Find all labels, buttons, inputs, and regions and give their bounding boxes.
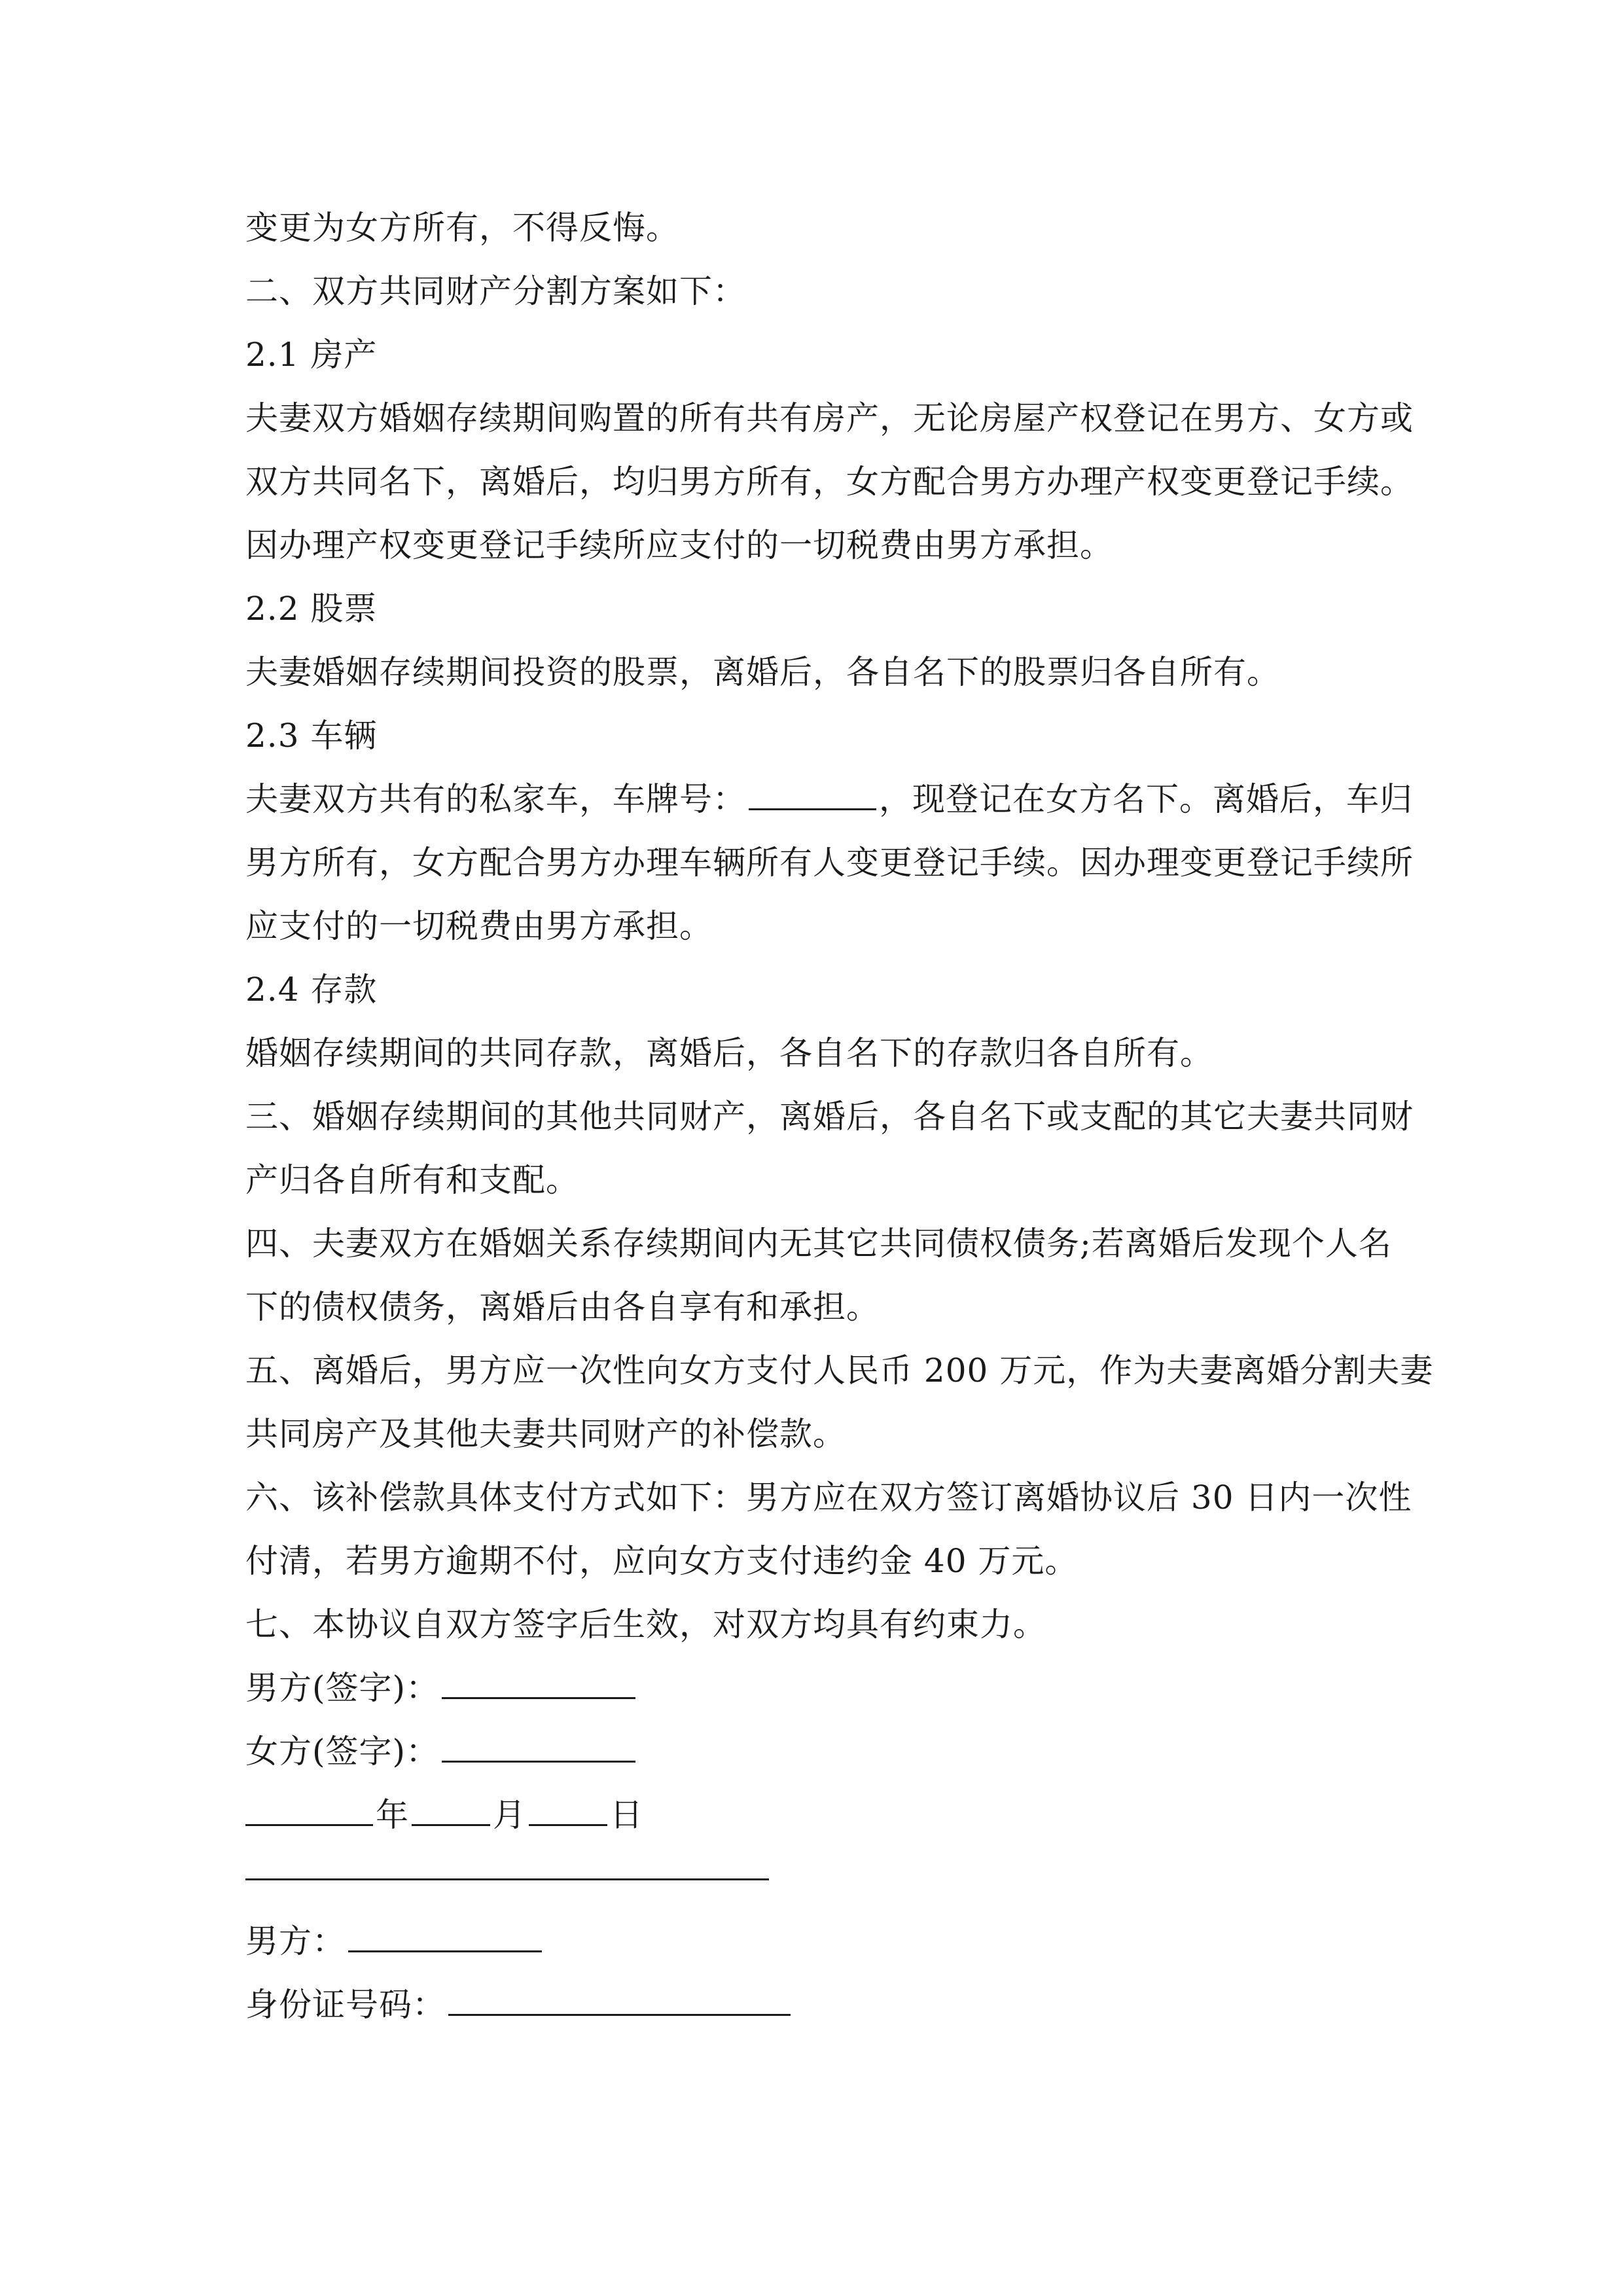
wife-signature-blank[interactable] xyxy=(442,1729,635,1763)
car-line-prefix: 夫妻双方共有的私家车，车牌号： xyxy=(245,780,746,818)
car-plate-blank[interactable] xyxy=(749,777,876,810)
husband-sign-label: 男方(签字)： xyxy=(245,1669,440,1707)
subsection-heading: 2.4 存款 xyxy=(245,971,378,1009)
paragraph-line: 因办理产权变更登记手续所应支付的一切税费由男方承担。 xyxy=(245,526,1113,564)
subsection-heading: 2.3 车辆 xyxy=(245,717,378,755)
paragraph-line: 夫妻双方婚姻存续期间购置的所有共有房产，无论房屋产权登记在男方、女方或 xyxy=(245,399,1414,437)
paragraph-line: 三、婚姻存续期间的其他共同财产，离婚后，各自名下或支配的其它夫妻共同财 xyxy=(245,1098,1414,1136)
car-plate-line xyxy=(245,768,1413,831)
paragraph-line: 男方所有，女方配合男方办理车辆所有人变更登记手续。因办理变更登记手续所 xyxy=(245,844,1414,882)
year-blank[interactable] xyxy=(245,1793,373,1826)
husband-label: 男方： xyxy=(245,1922,346,1960)
id-number-line xyxy=(245,1973,1404,2037)
spacer xyxy=(245,1880,1404,1910)
paragraph-line: 下的债权债务，离婚后由各自享有和承担。 xyxy=(245,1288,880,1326)
year-label: 年 xyxy=(376,1796,409,1834)
paragraph-line: 四、夫妻双方在婚姻关系存续期间内无其它共同债权债务;若离婚后发现个人名 xyxy=(245,1225,1392,1263)
car-line-suffix: ，现登记在女方名下。离婚后，车归 xyxy=(879,780,1413,818)
paragraph-line: 应支付的一切税费由男方承担。 xyxy=(245,907,713,945)
husband-signature-line xyxy=(245,1657,1404,1720)
paragraph-line: 六、该补偿款具体支付方式如下：男方应在双方签订离婚协议后 30 日内一次性 xyxy=(245,1479,1412,1516)
paragraph-line: 五、离婚后，男方应一次性向女方支付人民币 200 万元，作为夫妻离婚分割夫妻 xyxy=(245,1352,1434,1390)
id-label: 身份证号码： xyxy=(245,1986,446,2024)
paragraph-line: 七、本协议自双方签字后生效，对双方均具有约束力。 xyxy=(245,1605,1046,1643)
date-line xyxy=(245,1784,1404,1847)
paragraph-line: 付清，若男方逾期不付，应向女方支付违约金 40 万元。 xyxy=(245,1542,1079,1580)
id-number-blank[interactable] xyxy=(448,1982,791,2016)
month-blank[interactable] xyxy=(412,1793,490,1826)
section-heading: 二、双方共同财产分割方案如下： xyxy=(245,272,746,310)
subsection-heading: 2.2 股票 xyxy=(245,590,378,628)
day-label: 日 xyxy=(610,1796,643,1834)
husband-info-line xyxy=(245,1910,1404,1973)
paragraph-line: 变更为女方所有，不得反悔。 xyxy=(245,209,679,247)
husband-signature-blank[interactable] xyxy=(442,1666,635,1699)
subsection-heading: 2.1 房产 xyxy=(245,336,378,374)
document-body xyxy=(245,196,1434,2037)
paragraph-line: 夫妻婚姻存续期间投资的股票，离婚后，各自名下的股票归各自所有。 xyxy=(245,653,1280,691)
husband-name-blank[interactable] xyxy=(348,1919,542,1952)
paragraph-line: 婚姻存续期间的共同存款，离婚后，各自名下的存款归各自所有。 xyxy=(245,1034,1213,1072)
wife-sign-label: 女方(签字)： xyxy=(245,1732,440,1770)
day-blank[interactable] xyxy=(529,1793,607,1826)
paragraph-line: 产归各自所有和支配。 xyxy=(245,1161,579,1199)
paragraph-line: 共同房产及其他夫妻共同财产的补偿款。 xyxy=(245,1415,846,1453)
wife-signature-line xyxy=(245,1720,1404,1784)
month-label: 月 xyxy=(493,1796,526,1834)
paragraph-line: 双方共同名下，离婚后，均归男方所有，女方配合男方办理产权变更登记手续。 xyxy=(245,463,1414,501)
